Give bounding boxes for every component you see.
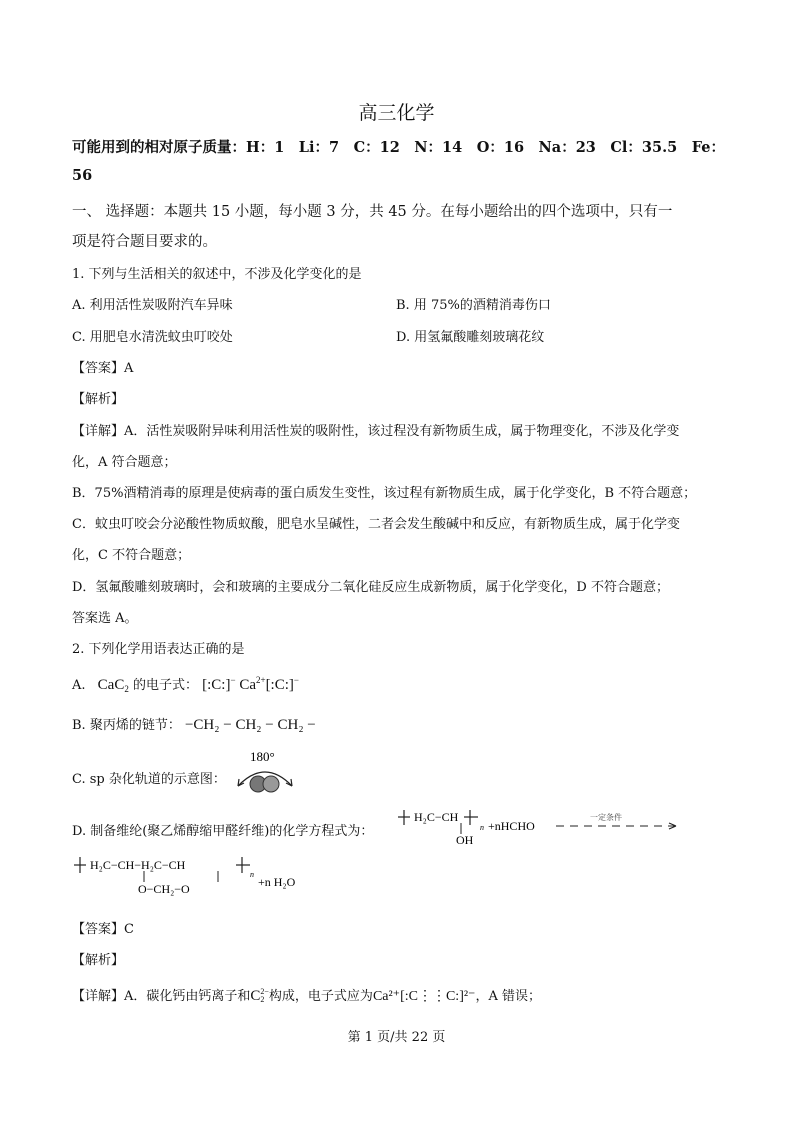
cac-formula: CaC <box>97 677 125 693</box>
carbon-bracket-1: [:C:] <box>202 677 231 693</box>
cac-subscript: 2 <box>124 684 129 694</box>
angle-label: 180° <box>250 749 275 764</box>
q1-analysis-tag: 【解析】 <box>72 392 125 407</box>
q1-conclusion: 答案选 A。 <box>72 611 138 626</box>
polypropylene-unit: −CH₂ − CH₂ − CH₂ − <box>184 717 316 733</box>
hcho-reagent: +nHCHO <box>488 819 535 833</box>
q2-option-a-text: 的电子式： <box>132 678 198 693</box>
q2-detail-a-mid: 构成，电子式应为 <box>268 989 373 1004</box>
q2-detail-a <box>72 985 541 1005</box>
page-title: 高三化学 <box>358 102 435 124</box>
q1-answer: 【答案】A <box>72 361 134 376</box>
q1-detail-b: B．75%酒精消毒的原理是使病毒的蛋白质发生变性，该过程有新物质生成，属于化学变化，B 不符合题意； <box>72 486 697 501</box>
q2-detail-a-prefix: 【详解】A．碳化钙由钙离子和 <box>72 989 251 1004</box>
q1-detail-c-line-2: 化，C 不符合题意； <box>72 548 191 563</box>
q1-option-d: D. 用氢氟酸雕刻玻璃花纹 <box>396 330 545 345</box>
svg-text:n: n <box>480 823 484 832</box>
q2-answer: 【答案】C <box>72 922 134 937</box>
carbide-ion-subscript: 2 <box>260 995 265 1004</box>
q2-stem: 2. 下列化学用语表达正确的是 <box>72 642 245 657</box>
calcium-charge: 2+ <box>255 675 266 685</box>
pva-product-structure <box>72 852 332 900</box>
q2-option-a <box>72 674 299 694</box>
q1-option-c: C. 用肥皂水清洗蚊虫叮咬处 <box>72 330 233 345</box>
product-chain-label: H₂C−CH−H₂C−CH <box>90 858 186 872</box>
q2-analysis-tag: 【解析】 <box>72 953 125 968</box>
electron-formula-left <box>202 677 299 693</box>
q2-option-b-text: B. 聚丙烯的链节： <box>72 718 181 733</box>
q1-stem: 1. 下列与生活相关的叙述中，不涉及化学变化的是 <box>72 267 362 282</box>
q1-detail-c-line-1: C．蚊虫叮咬会分泌酸性物质蚁酸，肥皂水呈碱性，二者会发生酸碱中和反应，有新物质生成，属于化学变 <box>72 517 680 532</box>
calcium-symbol: Ca <box>239 677 256 693</box>
q1-detail-a-line-1: 【详解】A．活性炭吸附异味利用活性炭的吸附性，该过程没有新物质生成，属于物理变化，不涉及化学变 <box>72 424 680 439</box>
minus-charge-1: − <box>230 675 236 685</box>
section-heading-line-2: 项是符合题目要求的。 <box>72 234 217 250</box>
q2-option-a-formula <box>98 677 129 693</box>
cac2-electron-formula: Ca²⁺[:C⋮⋮C:]²⁻ <box>372 989 476 1004</box>
page-footer: 第 1 页/共 22 页 <box>347 1030 446 1045</box>
q2-option-a-prefix: A. <box>72 678 86 693</box>
atomic-mass-line-2: 56 <box>72 167 93 184</box>
svg-text:n: n <box>250 870 254 879</box>
atomic-mass-line-1: 可能用到的相对原子质量：H：1 Li：7 C：12 N：14 O：16 Na：23 Cl：35.5 Fe： <box>72 139 725 156</box>
reaction-condition: 一定条件 <box>590 813 622 822</box>
q2-detail-a-end: ，A 错误； <box>475 989 541 1004</box>
carbide-ion-charge: 2− <box>260 987 269 996</box>
q1-option-a: A. 利用活性炭吸附汽车异味 <box>72 298 233 313</box>
acetal-bridge-label: O−CH₂−O <box>138 882 190 896</box>
q2-option-b <box>72 714 316 734</box>
water-product: +n H₂O <box>258 875 296 889</box>
carbon-bracket-2: [:C:] <box>265 677 294 693</box>
q2-option-c-text: C. sp 杂化轨道的示意图： <box>72 772 226 787</box>
pva-reactant-structure <box>396 804 696 848</box>
section-heading-line-1: 一、 选择题：本题共 15 小题，每小题 3 分，共 45 分。在每小题给出的四个选项中，只有一 <box>72 204 673 220</box>
q2-option-d-text: D. 制备维纶(聚乙烯醇缩甲醛纤维)的化学方程式为： <box>72 824 374 839</box>
q1-option-b: B. 用 75%的酒精消毒伤口 <box>396 298 551 313</box>
minus-charge-2: − <box>293 675 299 685</box>
carbide-ion-symbol: C <box>250 988 261 1004</box>
sp-orbital-diagram <box>228 744 302 796</box>
carbide-ion <box>250 988 269 1004</box>
q1-detail-a-line-2: 化，A 符合题意； <box>72 455 177 470</box>
oh-group: OH <box>456 833 474 847</box>
q1-detail-d: D．氢氟酸雕刻玻璃时，会和玻璃的主要成分二氧化硅反应生成新物质，属于化学变化，D 不符合题意； <box>72 580 669 595</box>
ch2-ch-label: H₂C−CH <box>414 810 459 824</box>
orbital-lobe-right <box>263 776 279 792</box>
